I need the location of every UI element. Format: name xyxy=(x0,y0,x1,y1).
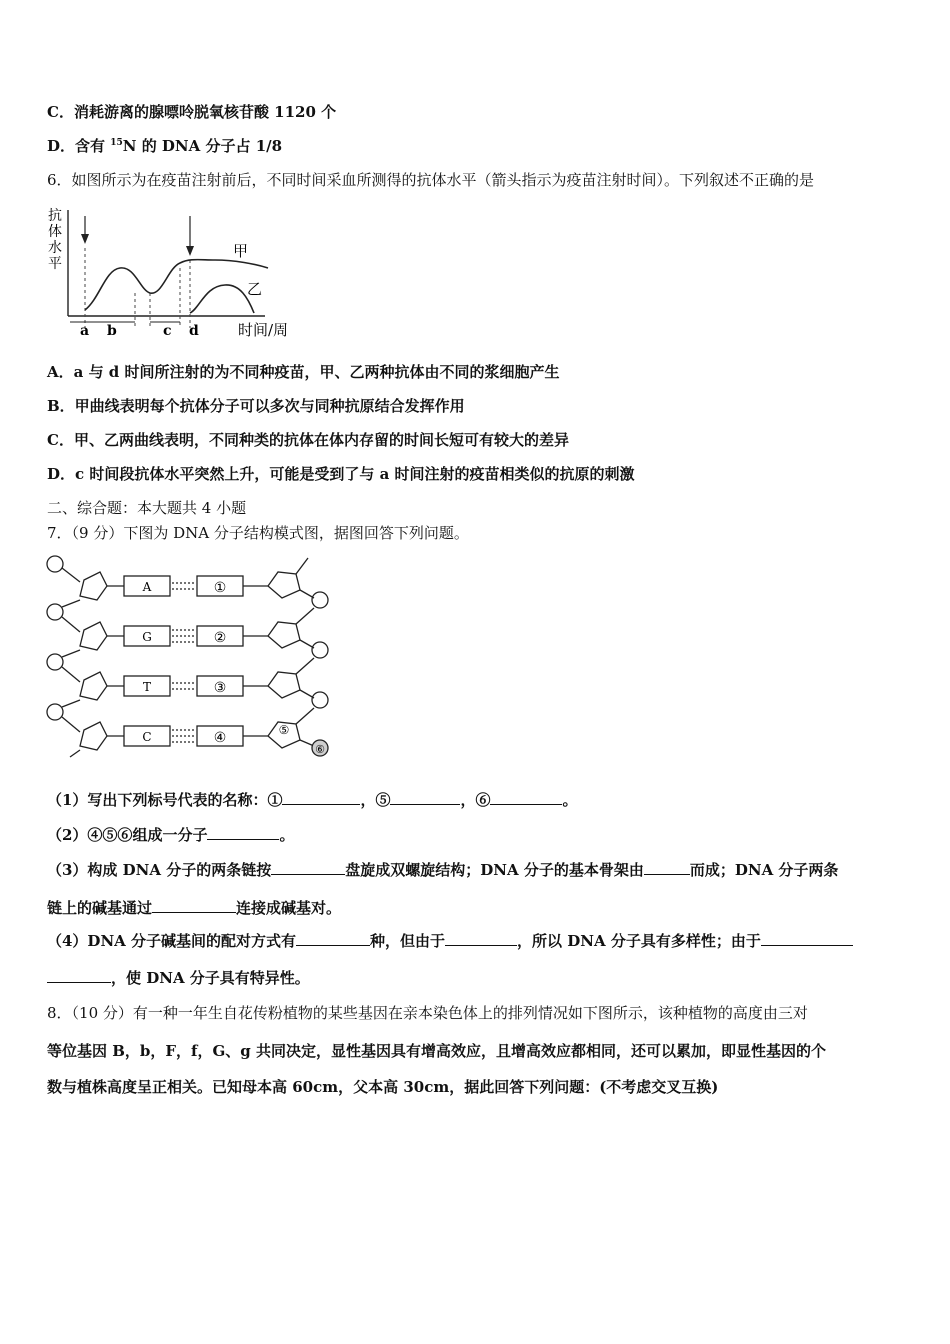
q5-option-d xyxy=(47,136,282,159)
curve-jia xyxy=(85,260,268,310)
backbone-bond xyxy=(62,568,80,582)
q7-sub1-sep1: ，⑤ xyxy=(360,791,391,809)
backbone-bond xyxy=(62,717,80,732)
answer-blank[interactable] xyxy=(390,790,460,805)
right-base-label: ② xyxy=(213,630,227,646)
y-label-char: 体 xyxy=(48,224,62,240)
left-base-label: G xyxy=(142,630,152,644)
q7-sub3b-end: 连接成碱基对。 xyxy=(236,899,342,917)
label-6: ⑥ xyxy=(315,743,325,756)
q6-option-d: D．c 时间段抗体水平突然上升，可能是受到了与 a 时间注射的疫苗相类似的抗原的刺激 xyxy=(47,465,635,483)
q7-sub4-mid1: 种，但由于 xyxy=(370,932,446,950)
x-axis-label: 时间/周 xyxy=(238,321,289,339)
y-label-char: 抗 xyxy=(48,208,62,224)
deoxyribose xyxy=(268,622,300,648)
q5-option-d-prefix: D．含有 xyxy=(47,137,111,155)
left-base-label: T xyxy=(142,680,152,694)
answer-blank[interactable] xyxy=(271,860,345,875)
section-heading: 二、综合题：本大题共 4 小题 xyxy=(47,499,247,517)
tick-label-a: a xyxy=(80,323,90,339)
backbone-bond xyxy=(300,640,314,648)
backbone-bond xyxy=(62,617,80,632)
y-label-char: 水 xyxy=(48,240,62,256)
phosphate xyxy=(312,692,328,708)
deoxyribose xyxy=(268,572,300,598)
answer-blank[interactable] xyxy=(47,968,111,983)
tick-label-c: c xyxy=(163,323,172,339)
phosphate xyxy=(47,704,63,720)
curve-yi-label: 乙 xyxy=(247,280,263,298)
q6-option-b: B．甲曲线表明每个抗体分子可以多次与同种抗原结合发挥作用 xyxy=(47,397,465,415)
injection-arrow-head xyxy=(81,234,89,244)
backbone-bond xyxy=(296,608,314,624)
answer-blank[interactable] xyxy=(644,860,690,875)
dna-structure-diagram xyxy=(42,552,342,762)
q7-sub4 xyxy=(47,931,853,951)
backbone-bond xyxy=(296,708,314,724)
q6-option-a: A．a 与 d 时间所注射的为不同种疫苗，甲、乙两种抗体由不同的浆细胞产生 xyxy=(47,363,560,381)
curve-yi xyxy=(190,285,254,313)
answer-blank[interactable] xyxy=(207,825,279,840)
q6-stem: 6．如图所示为在疫苗注射前后，不同时间采血所测得的抗体水平（箭头指示为疫苗注射时间）。下列叙述不正确的是 xyxy=(47,171,815,189)
answer-blank[interactable] xyxy=(152,898,236,913)
q7-sub3 xyxy=(47,860,838,880)
deoxyribose xyxy=(80,572,107,600)
q7-sub2-end: 。 xyxy=(279,826,295,844)
q5-option-d-suffix: N 的 DNA 分子占 1/8 xyxy=(122,137,283,155)
q7-sub4-text: （4）DNA 分子碱基间的配对方式有 xyxy=(47,932,297,950)
phosphate xyxy=(47,604,63,620)
q7-sub1-end: 。 xyxy=(562,791,578,809)
right-base-label: ① xyxy=(213,580,227,596)
q7-sub1 xyxy=(47,790,578,810)
right-base-label: ③ xyxy=(213,680,227,696)
deoxyribose xyxy=(80,672,107,700)
answer-blank[interactable] xyxy=(282,790,360,805)
tick-label-d: d xyxy=(189,323,199,339)
answer-blank[interactable] xyxy=(761,931,853,946)
curve-jia-label: 甲 xyxy=(233,242,249,260)
injection-arrow-head xyxy=(186,246,194,256)
backbone-bond xyxy=(300,590,314,598)
deoxyribose xyxy=(268,672,300,698)
q7-sub4-cont xyxy=(47,968,310,988)
right-base-label: ④ xyxy=(213,730,227,746)
deoxyribose xyxy=(80,622,107,650)
backbone-bond xyxy=(62,650,80,657)
left-base-label: A xyxy=(142,580,152,594)
backbone-bond xyxy=(296,658,314,674)
backbone-bond xyxy=(296,558,308,574)
phosphate xyxy=(47,654,63,670)
backbone-bond xyxy=(62,700,80,707)
q7-sub2-text: （2）④⑤⑥组成一分子 xyxy=(47,826,208,844)
q8-line3: 数与植株高度呈正相关。已知母本高 60cm，父本高 30cm，据此回答下列问题：(不考虑交叉互换) xyxy=(47,1078,719,1096)
q8-line1: 8．（10 分）有一种一年生自花传粉植物的某些基因在亲本染色体上的排列情况如下图所示，该种植物的高度由三对 xyxy=(47,1004,808,1022)
answer-blank[interactable] xyxy=(445,931,517,946)
q7-sub3-cont xyxy=(47,898,341,918)
phosphate xyxy=(312,592,328,608)
answer-blank[interactable] xyxy=(490,790,562,805)
q6-option-c: C．甲、乙两曲线表明，不同种类的抗体在体内存留的时间长短可有较大的差异 xyxy=(47,431,569,449)
backbone-bond xyxy=(62,600,80,607)
q5-option-d-superscript: 15 xyxy=(110,138,123,148)
backbone-bond xyxy=(70,750,80,757)
deoxyribose xyxy=(80,722,107,750)
q7-stem: 7．（9 分）下图为 DNA 分子结构模式图，据图回答下列问题。 xyxy=(47,524,469,542)
q7-sub2 xyxy=(47,825,294,845)
backbone-bond xyxy=(62,667,80,682)
q7-sub3-mid2: 而成；DNA 分子两条 xyxy=(689,861,839,879)
phosphate xyxy=(47,556,63,572)
backbone-bond xyxy=(300,690,314,698)
tick-label-b: b xyxy=(107,323,117,339)
q7-sub4-mid2: ，所以 DNA 分子具有多样性；由于 xyxy=(517,932,761,950)
q7-sub4b-end: ，使 DNA 分子具有特异性。 xyxy=(111,969,310,987)
answer-blank[interactable] xyxy=(296,931,370,946)
y-label-char: 平 xyxy=(48,256,62,272)
antibody-graph xyxy=(40,198,310,348)
phosphate xyxy=(312,642,328,658)
left-base-label: C xyxy=(142,730,152,744)
q8-line2: 等位基因 B，b，F，f，G、g 共同决定，显性基因具有增高效应，且增高效应都相同，还可以累加，即显性基因的个 xyxy=(47,1042,827,1060)
label-5: ⑤ xyxy=(278,723,290,737)
q7-sub1-sep2: ，⑥ xyxy=(460,791,491,809)
q7-sub3b-text: 链上的碱基通过 xyxy=(47,899,153,917)
q5-option-c: C．消耗游离的腺嘌呤脱氧核苷酸 1120 个 xyxy=(47,103,337,121)
q7-sub3-mid1: 盘旋成双螺旋结构；DNA 分子的基本骨架由 xyxy=(345,861,644,879)
q7-sub1-text: （1）写出下列标号代表的名称：① xyxy=(47,791,283,809)
q7-sub3-text: （3）构成 DNA 分子的两条链按 xyxy=(47,861,272,879)
